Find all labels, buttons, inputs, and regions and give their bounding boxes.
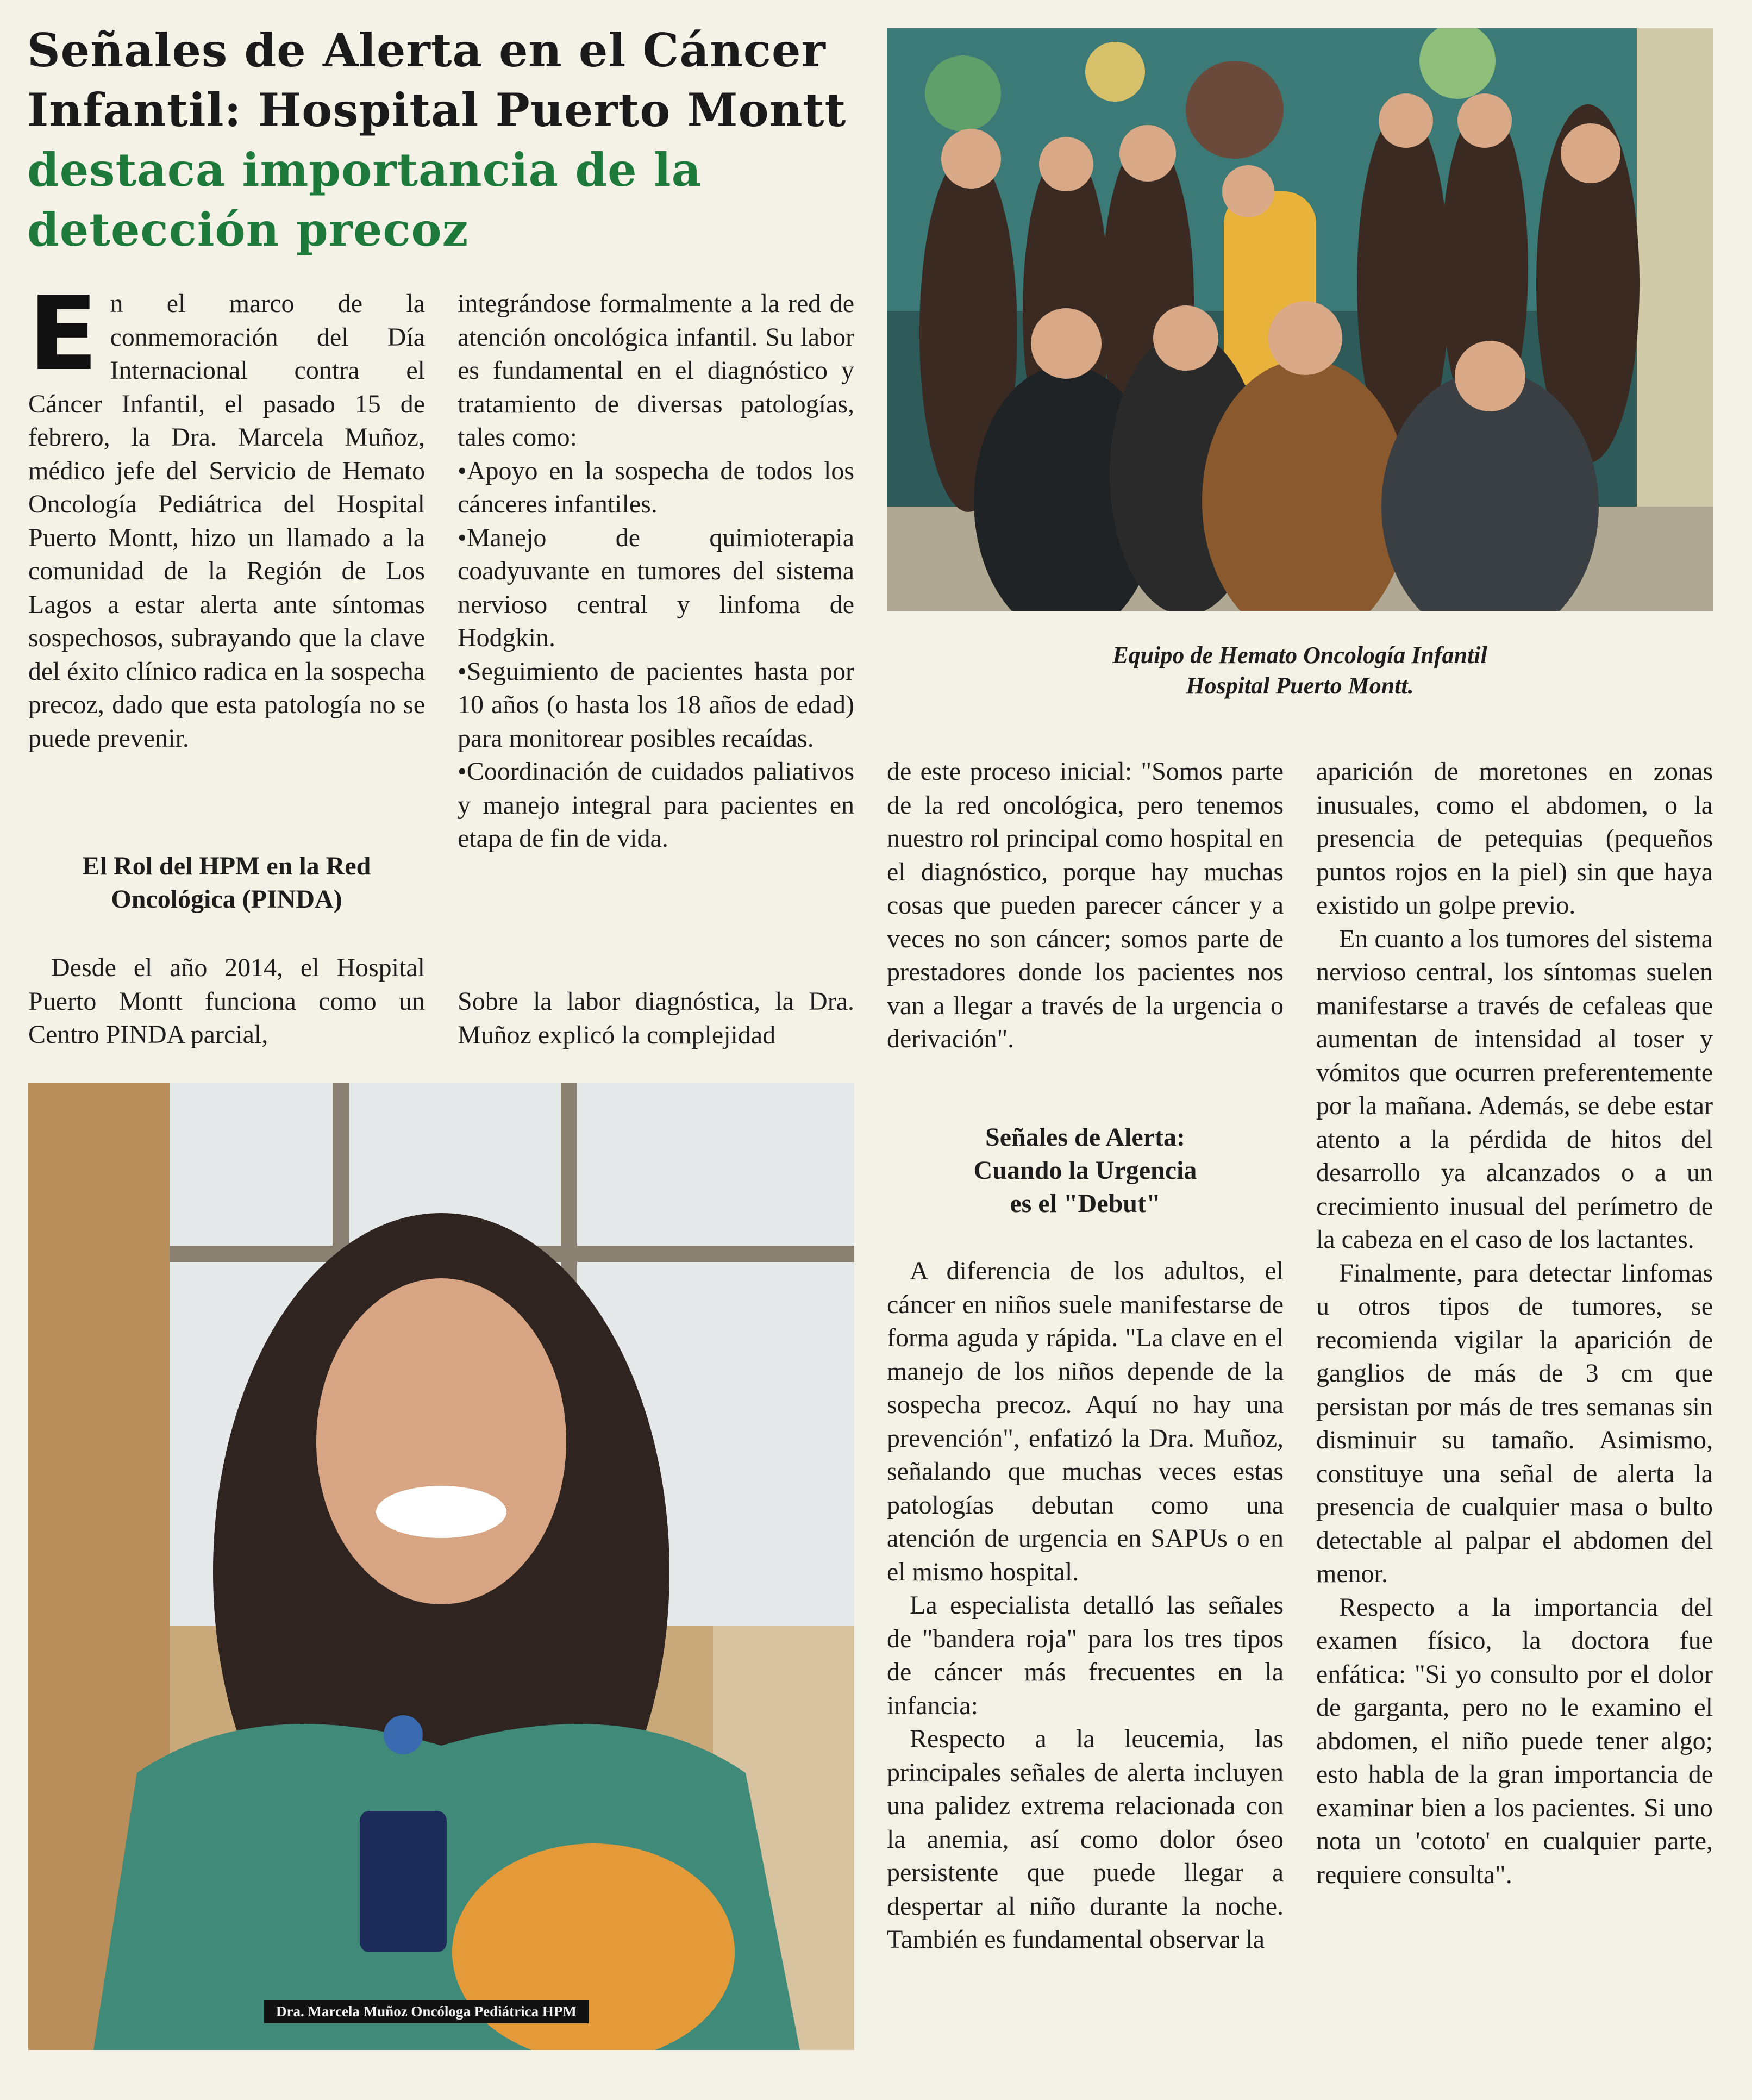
- team-photo-image: [887, 28, 1713, 611]
- headline-green: [27, 140, 875, 260]
- col3-paragraph-1: de este proceso inicial: "Somos parte de la red oncológica, pero tenemos nuestro rol principal como hospital en el diagnóstico, porque hay muchas cosas que pueden parecer cáncer y a veces no son cáncer; somos parte de prestadores donde los pacientes nos van a llegar a través de la urgencia o derivación".: [887, 757, 1284, 1053]
- subhead-alerta-line-3: es el "Debut": [1010, 1189, 1161, 1218]
- bullet-1: •Apoyo en la sospecha de todos los cánceres infantiles.: [458, 456, 854, 518]
- col4-paragraph-4: Respecto a la importancia del examen físico, la doctora fue enfática: "Si yo consulto por el dolor de garganta, pero no le examino el abdomen, el niño puede tener algo; esto habla de la gran importancia de examinar bien a los pacientes. Si uno nota un 'cototo' en cualquier parte, requiere consulta".: [1316, 1592, 1713, 1889]
- team-photo-caption: [887, 640, 1713, 701]
- column-4: [1316, 755, 1713, 1891]
- intro-paragraph: En el marco de la conmemoración del Día Internacional contra el Cáncer Infantil, el pasado 15 de febrero, la Dra. Marcela Muñoz, médico jefe del Servicio de Hemato Oncología Pediátrica del Hospital Puerto Montt, hizo un llamado a la comunidad de la Región de Los Lagos a estar alerta ante síntomas sospechosos, subrayando que la clave del éxito clínico radica en la sospecha precoz, dado que esta patología no se puede prevenir.: [28, 274, 425, 753]
- col3-paragraph-3: La especialista detalló las señales de "bandera roja" para los tres tipos de cáncer más frecuentes en la infancia:: [887, 1591, 1284, 1720]
- column-1-bottom: [28, 951, 425, 1052]
- column-1: [28, 274, 425, 755]
- subhead-pinda: [28, 849, 425, 916]
- subhead-alerta-line-1: Señales de Alerta:: [985, 1123, 1185, 1152]
- drop-cap: E: [28, 274, 98, 393]
- bullet-2: •Manejo de quimioterapia coadyuvante en tumores del sistema nervioso central y linfoma de Hodgkin.: [458, 523, 854, 652]
- bullet-3: •Seguimiento de pacientes hasta por 10 años (o hasta los 18 años de edad) para monitorear posibles recaídas.: [458, 657, 854, 753]
- headline-line-1: Señales de Alerta en el Cáncer: [27, 23, 826, 77]
- col4-paragraph-1: aparición de moretones en zonas inusuales, como el abdomen, o la presencia de petequias (pequeños puntos rojos en la piel) sin que haya existido un golpe previo.: [1316, 757, 1713, 920]
- team-photo: [887, 28, 1713, 611]
- col2-paragraph-2: Sobre la labor diagnóstica, la Dra. Muñoz explicó la complejidad: [458, 987, 854, 1049]
- col4-paragraph-2: En cuanto a los tumores del sistema nervioso central, los síntomas suelen manifestarse a través de cefaleas que aumentan de intensidad al toser y vómitos que ocurren preferentemente por la mañana. Además, se debe estar atento a la pérdida de hitos del desarrollo ya alcanzados o a un crecimiento inusual del perímetro de la cabeza en el caso de los lactantes.: [1316, 924, 1713, 1254]
- portrait-credit: Dra. Marcela Muñoz Oncóloga Pediátrica HPM: [264, 2000, 589, 2023]
- col3-paragraph-4: Respecto a la leucemia, las principales señales de alerta incluyen una palidez extrema relacionada con la anemia, así como dolor óseo persistente que puede llegar a despertar al niño durante la noche. También es fundamental observar la: [887, 1724, 1284, 1954]
- column-2-bottom: [458, 985, 854, 1052]
- column-2: [458, 287, 854, 855]
- headline-line-4: detección precoz: [27, 203, 469, 257]
- col2-paragraph-1: integrándose formalmente a la red de atención oncológica infantil. Su labor es fundamental en el diagnóstico y tratamiento de diversas patologías, tales como:: [458, 289, 854, 452]
- column-3-bottom: [887, 1254, 1284, 1957]
- bullet-4: •Coordinación de cuidados paliativos y manejo integral para pacientes en etapa de fin de vida.: [458, 757, 854, 853]
- col3-paragraph-2: A diferencia de los adultos, el cáncer en niños suele manifestarse de forma aguda y rápida. "La clave en el manejo de los niños depende de la sospecha precoz. Aquí no hay una prevención", enfatizó la Dra. Muñoz, señalando que muchas veces estas patologías debutan como una atención de urgencia en SAPUs o en el mismo hospital.: [887, 1257, 1284, 1586]
- caption-line-2: Hospital Puerto Montt.: [1186, 672, 1414, 699]
- headline-line-2: Infantil: Hospital Puerto Montt: [27, 83, 847, 137]
- headline-line-3: destaca importancia de la: [27, 143, 702, 197]
- subhead-alerta-line-2: Cuando la Urgencia: [973, 1156, 1197, 1185]
- subhead-pinda-line-1: El Rol del HPM en la Red: [82, 852, 371, 880]
- pinda-paragraph: Desde el año 2014, el Hospital Puerto Montt funciona como un Centro PINDA parcial,: [28, 953, 425, 1049]
- portrait-photo: [28, 1083, 854, 2050]
- caption-line-1: Equipo de Hemato Oncología Infantil: [1112, 642, 1487, 668]
- subhead-pinda-line-2: Oncológica (PINDA): [111, 885, 342, 914]
- subhead-alerta: [887, 1121, 1284, 1220]
- col4-paragraph-3: Finalmente, para detectar linfomas u otros tipos de tumores, se recomienda vigilar la aparición de ganglios de más de 3 cm que persistan por más de tres semanas sin disminuir su tamaño. Asimismo, constituye una señal de alerta la presencia de cualquier masa o bulto detectable al palpar el abdomen del menor.: [1316, 1258, 1713, 1588]
- portrait-photo-image: [28, 1083, 854, 2050]
- column-3: [887, 755, 1284, 1056]
- headline-black: [27, 21, 875, 140]
